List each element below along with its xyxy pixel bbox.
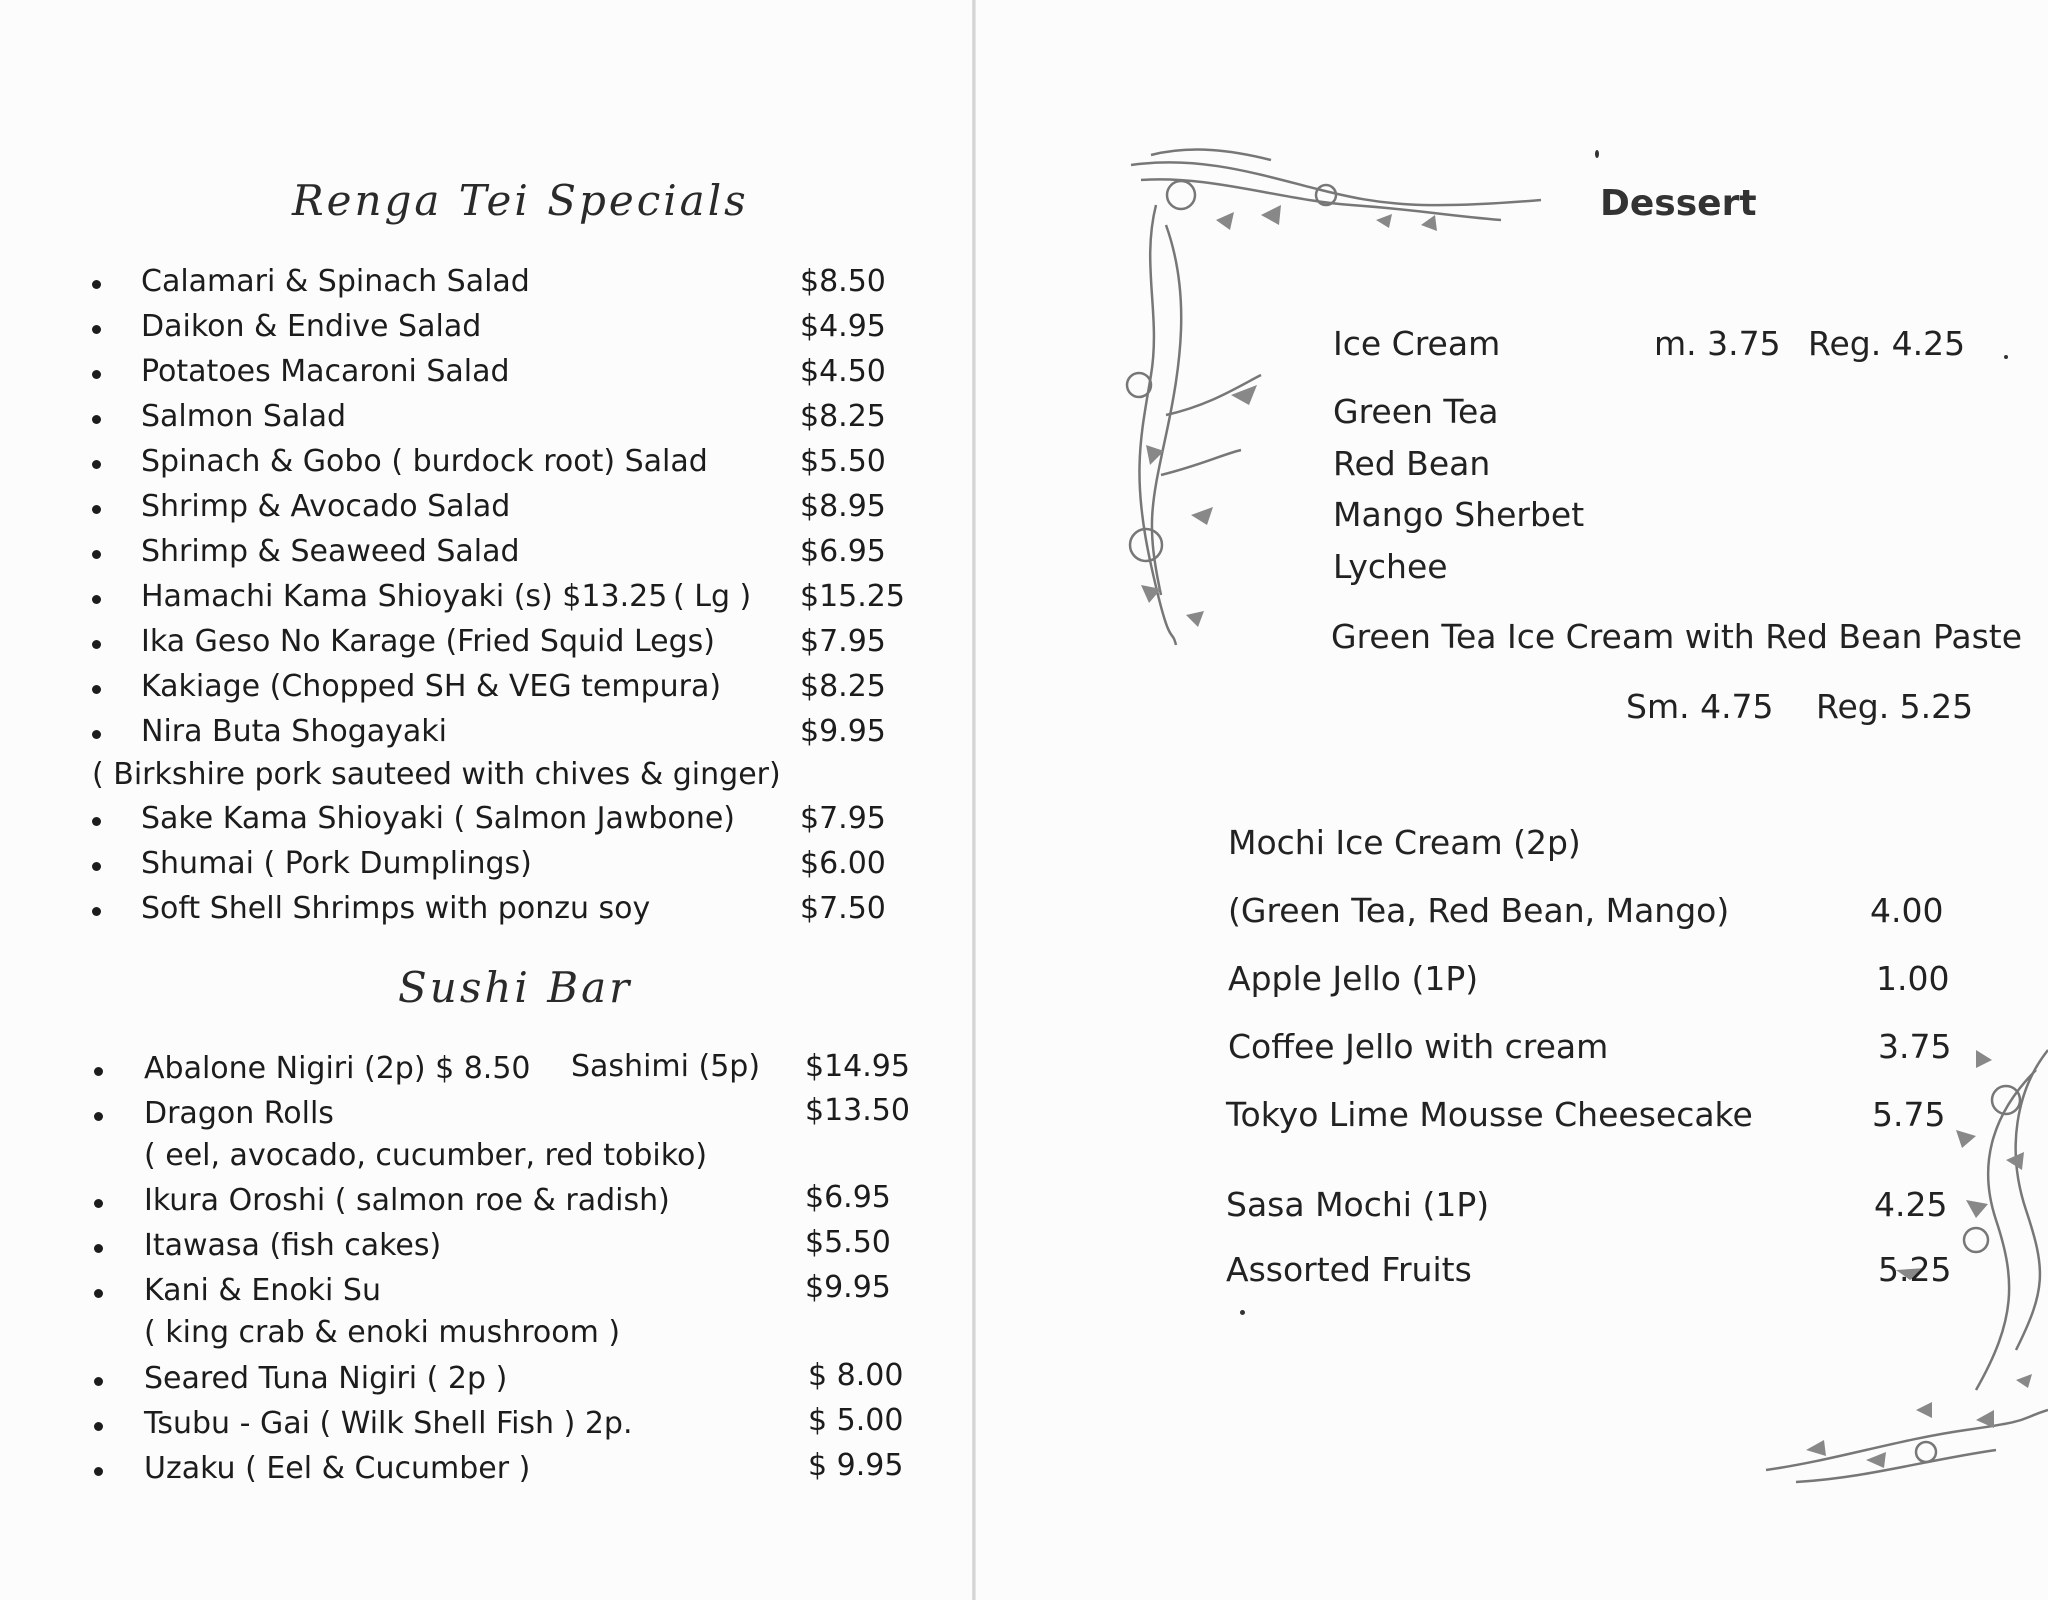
list-item-price: $ 9.95	[808, 1448, 904, 1483]
bullet	[92, 817, 101, 826]
ice-cream-flavor: Mango Sherbet	[1333, 495, 1585, 534]
list-item-name: Spinach & Gobo ( burdock root) Salad	[141, 444, 708, 479]
list-item-note: ( eel, avocado, cucumber, red tobiko)	[144, 1138, 708, 1173]
right-menu-page	[976, 0, 2048, 1600]
ice-cream-label: Ice Cream	[1333, 324, 1501, 363]
list-item-name: Potatoes Macaroni Salad	[141, 354, 510, 389]
ice-cream-flavor: Lychee	[1333, 547, 1448, 586]
dessert-item-name: (Green Tea, Red Bean, Mango)	[1228, 891, 1730, 930]
list-item-price: $6.95	[805, 1180, 891, 1215]
list-item-name: Seared Tuna Nigiri ( 2p )	[144, 1361, 508, 1396]
list-item-name: Ikura Oroshi ( salmon roe & radish)	[144, 1183, 670, 1218]
list-item-price: $14.95	[805, 1049, 910, 1084]
bullet	[94, 1377, 103, 1386]
floral-vine-ornament-bottom	[1676, 990, 2048, 1490]
list-item-name: Hamachi Kama Shioyaki (s) $13.25	[141, 579, 668, 614]
list-item-name: Shrimp & Seaweed Salad	[141, 534, 520, 569]
scan-speck	[2004, 355, 2008, 359]
list-item-name: Nira Buta Shogayaki	[141, 714, 447, 749]
list-item-price: $9.95	[800, 714, 886, 749]
list-item-name: Daikon & Endive Salad	[141, 309, 482, 344]
bullet	[92, 730, 101, 739]
list-item-note: ( Birkshire pork sauteed with chives & ginger)	[92, 757, 781, 792]
list-item-name: Dragon Rolls	[144, 1096, 334, 1131]
ice-cream-flavor: Green Tea	[1333, 392, 1499, 431]
bullet	[92, 415, 101, 424]
list-item-name: Abalone Nigiri (2p) $ 8.50	[144, 1051, 531, 1086]
bullet	[94, 1244, 103, 1253]
list-item-price: $6.00	[800, 846, 886, 881]
bullet	[94, 1199, 103, 1208]
list-item-size: ( Lg )	[673, 579, 752, 614]
list-item-price: $ 8.00	[808, 1358, 904, 1393]
list-item-price: $8.95	[800, 489, 886, 524]
bullet	[92, 862, 101, 871]
list-item-name: Shrimp & Avocado Salad	[141, 489, 511, 524]
bullet	[94, 1067, 103, 1076]
bullet	[92, 640, 101, 649]
list-item-price: $6.95	[800, 534, 886, 569]
bullet	[92, 325, 101, 334]
bullet	[94, 1112, 103, 1121]
bullet	[92, 907, 101, 916]
ice-cream-flavor: Red Bean	[1333, 444, 1491, 483]
dessert-item-name: Coffee Jello with cream	[1228, 1027, 1609, 1066]
bullet	[92, 280, 101, 289]
list-item-price: $8.25	[800, 669, 886, 704]
list-item-price: $15.25	[800, 579, 905, 614]
list-item-name: Ika Geso No Karage (Fried Squid Legs)	[141, 624, 715, 659]
dessert-item-name: Apple Jello (1P)	[1228, 959, 1479, 998]
list-item-name: Calamari & Spinach Salad	[141, 264, 530, 299]
dessert-item-price: 5.25	[1878, 1250, 1952, 1289]
list-item-name: Soft Shell Shrimps with ponzu soy	[141, 891, 651, 926]
list-item-alt: Sashimi (5p)	[571, 1049, 761, 1084]
list-item-price: $ 5.00	[808, 1403, 904, 1438]
bullet	[92, 460, 101, 469]
dessert-item-price: 4.00	[1870, 891, 1944, 930]
list-item-name: Sake Kama Shioyaki ( Salmon Jawbone)	[141, 801, 735, 836]
scan-speck	[1595, 150, 1599, 158]
dessert-item-price: 1.00	[1876, 959, 1950, 998]
list-item-name: Kani & Enoki Su	[144, 1273, 381, 1308]
left-menu-page	[0, 0, 973, 1600]
dessert-item-name: Tokyo Lime Mousse Cheesecake	[1226, 1095, 1753, 1134]
dessert-heading: Dessert	[1600, 183, 1757, 224]
bullet	[92, 505, 101, 514]
bullet	[94, 1422, 103, 1431]
dessert-item-price: 3.75	[1878, 1027, 1952, 1066]
bullet	[92, 370, 101, 379]
ice-cream-small-price: m. 3.75	[1654, 324, 1781, 363]
dessert-item-price: 5.75	[1872, 1095, 1946, 1134]
list-item-price: $8.50	[800, 264, 886, 299]
list-item-price: $5.50	[805, 1225, 891, 1260]
list-item-price: $13.50	[805, 1093, 910, 1128]
sushi-bar-heading: Sushi Bar	[398, 963, 633, 1012]
list-item-name: Uzaku ( Eel & Cucumber )	[144, 1451, 531, 1486]
bullet	[94, 1467, 103, 1476]
dessert-item-name: Mochi Ice Cream (2p)	[1228, 823, 1581, 862]
list-item-name: Shumai ( Pork Dumplings)	[141, 846, 532, 881]
dessert-item-name: Assorted Fruits	[1226, 1250, 1472, 1289]
list-item-price: $9.95	[805, 1270, 891, 1305]
list-item-name: Kakiage (Chopped SH & VEG tempura)	[141, 669, 722, 704]
combo-small-price: Sm. 4.75	[1626, 687, 1774, 726]
scan-speck	[1240, 1310, 1245, 1315]
list-item-price: $8.25	[800, 399, 886, 434]
combo-regular-price: Reg. 5.25	[1816, 687, 1974, 726]
list-item-price: $4.50	[800, 354, 886, 389]
list-item-price: $4.95	[800, 309, 886, 344]
combo-label: Green Tea Ice Cream with Red Bean Paste	[1331, 617, 2023, 656]
bullet	[92, 685, 101, 694]
bullet	[94, 1289, 103, 1298]
list-item-price: $5.50	[800, 444, 886, 479]
list-item-note: ( king crab & enoki mushroom )	[144, 1315, 621, 1350]
list-item-price: $7.50	[800, 891, 886, 926]
bullet	[92, 550, 101, 559]
list-item-price: $7.95	[800, 801, 886, 836]
dessert-item-price: 4.25	[1874, 1185, 1948, 1224]
bullet	[92, 595, 101, 604]
dessert-item-name: Sasa Mochi (1P)	[1226, 1185, 1490, 1224]
ice-cream-regular-price: Reg. 4.25	[1808, 324, 1966, 363]
list-item-name: Salmon Salad	[141, 399, 347, 434]
list-item-name: Tsubu - Gai ( Wilk Shell Fish ) 2p.	[144, 1406, 633, 1441]
list-item-name: Itawasa (fish cakes)	[144, 1228, 442, 1263]
specials-heading: Renga Tei Specials	[292, 176, 749, 225]
list-item-price: $7.95	[800, 624, 886, 659]
